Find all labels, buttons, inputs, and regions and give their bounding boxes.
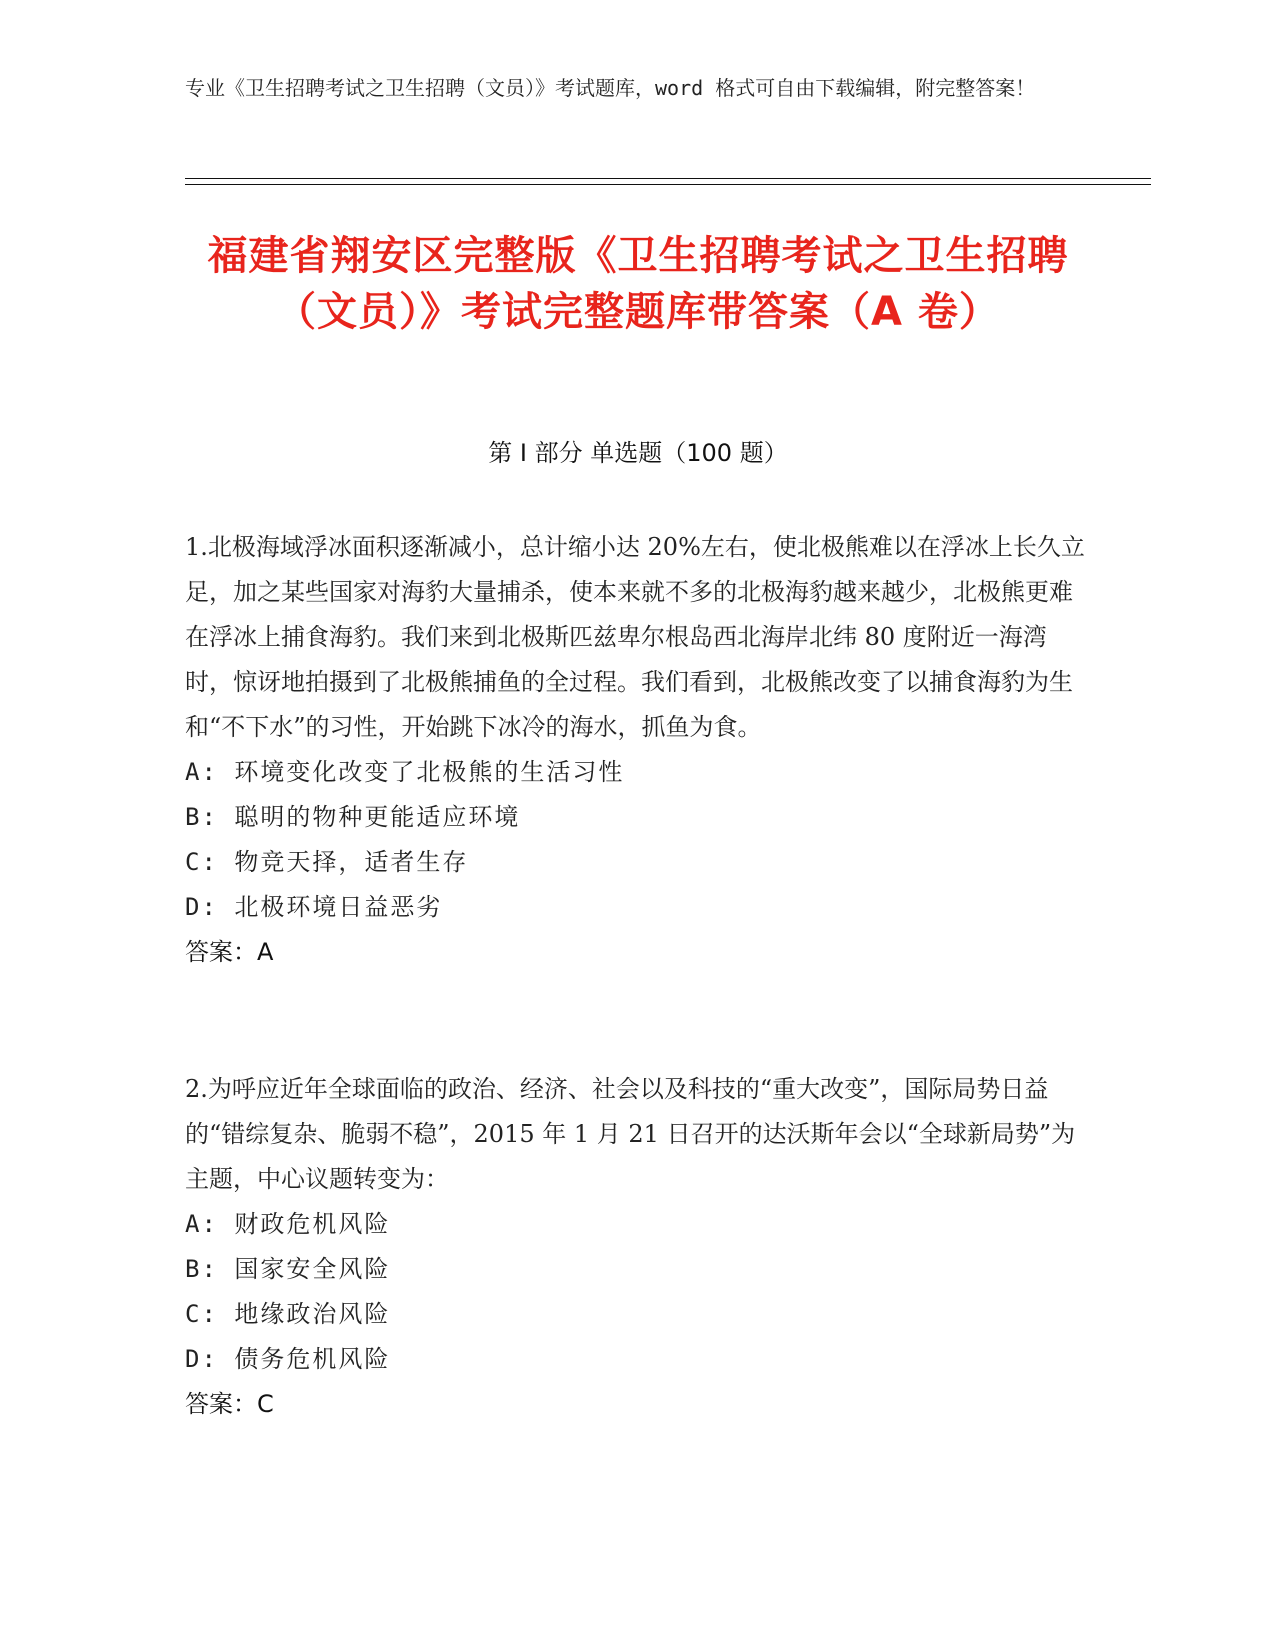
option-c: C: 地缘政治风险 (185, 1300, 391, 1328)
question-block (185, 525, 1085, 975)
option-d: D: 北极环境日益恶劣 (185, 893, 443, 921)
document-title: 福建省翔安区完整版《卫生招聘考试之卫生招聘（文员）》考试完整题库带答案（A 卷） (207, 233, 1069, 335)
header-divider-top (185, 178, 1151, 179)
option-b: B: 国家安全风险 (185, 1255, 391, 1283)
option-a: A: 环境变化改变了北极熊的生活习性 (185, 758, 625, 786)
question-stem: 1.北极海域浮冰面积逐渐减小，总计缩小达 20%左右，使北极熊难以在浮冰上长久立足，加之某些国家对海豹大量捕杀，使本来就不多的北极海豹越来越少，北极熊更难在浮冰上捕食海豹。我们来到北极斯匹兹卑尔根岛西北海岸北纬 80 度附近一海湾时，惊讶地拍摄到了北极熊捕鱼的全过程。我们看到，北极熊改变了以捕食海豹为生和“不下水”的习性，开始跳下冰冷的海水，抓鱼为食。 (185, 533, 1085, 741)
answer-line: 答案：C (185, 1390, 274, 1418)
header-note: 专业《卫生招聘考试之卫生招聘（文员）》考试题库，word 格式可自由下载编辑，附完整答案！ (185, 76, 1036, 100)
answer-line: 答案：A (185, 938, 274, 966)
option-a: A: 财政危机风险 (185, 1210, 391, 1238)
header-divider-bottom (185, 184, 1151, 185)
question-block (185, 1067, 1085, 1427)
option-d: D: 债务危机风险 (185, 1345, 391, 1373)
option-b: B: 聪明的物种更能适应环境 (185, 803, 521, 831)
question-stem: 2.为呼应近年全球面临的政治、经济、社会以及科技的“重大改变”，国际局势日益的“错综复杂、脆弱不稳”，2015 年 1 月 21 日召开的达沃斯年会以“全球新局势”为主题，中心议题转变为： (185, 1075, 1076, 1193)
option-c: C: 物竞天择，适者生存 (185, 848, 469, 876)
section-heading: 第 I 部分 单选题（100 题） (488, 439, 788, 467)
